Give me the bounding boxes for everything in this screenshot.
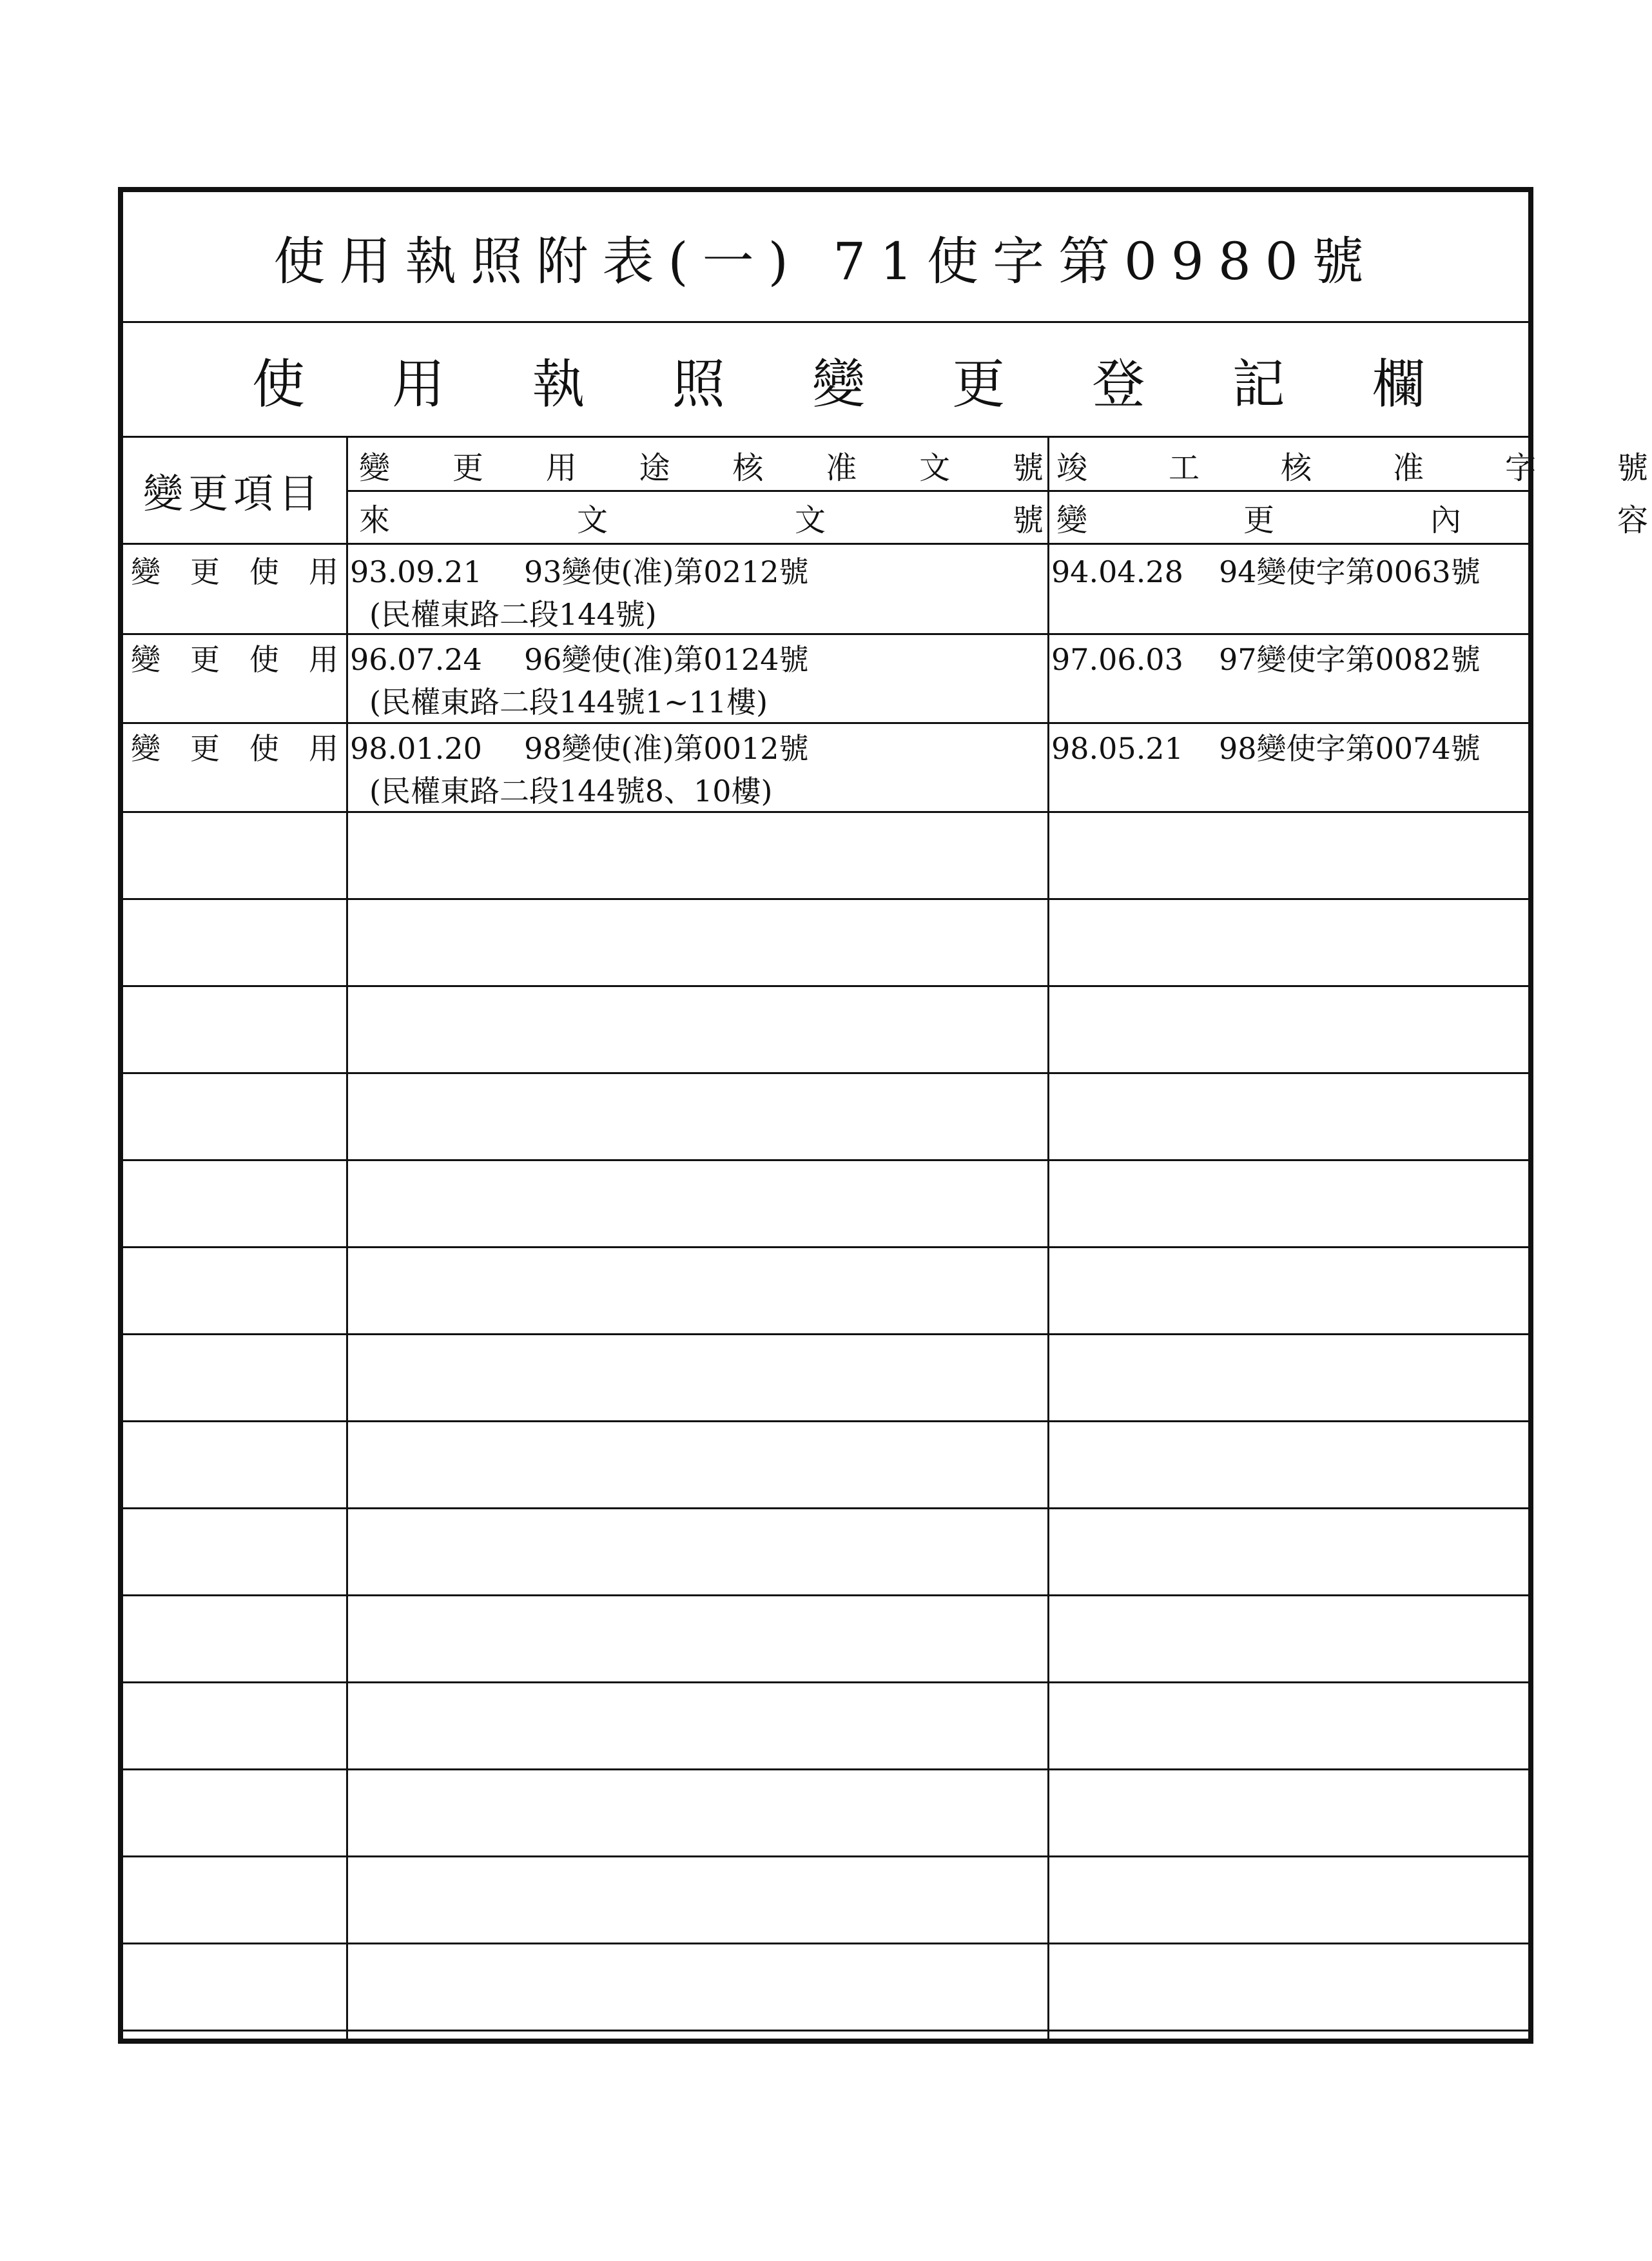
table-row-completion [1051,727,1651,770]
header-char: 核 [1280,449,1312,486]
table-row-completion [1051,551,1651,593]
header-char: 變 [359,449,391,486]
item-char: 用 [309,642,338,677]
item-char: 變 [131,731,160,766]
header-change-item: 變更項目 [142,469,324,517]
section-title-char: 更 [952,353,1006,415]
table-row-item [123,638,346,681]
header-char: 字 [1504,449,1536,486]
header-char: 途 [639,449,670,486]
divider [346,490,1528,492]
header-completion-no [1050,440,1652,490]
table-row-approval [350,727,1046,812]
approval-date: 96.07.24 [350,642,482,677]
approval-date: 98.01.20 [350,731,482,766]
table-row-item [123,727,346,770]
form-title: 使用執照附表(一) 71使字第0980號 [273,231,1378,291]
row-divider [123,633,1528,635]
header-char: 更 [1243,502,1274,538]
header-char: 號 [1012,502,1044,538]
item-char: 更 [190,554,220,589]
completion-no: 94變使字第0063號 [1219,554,1481,589]
registration-form [118,187,1648,2044]
item-char: 使 [249,731,279,766]
section-title-char: 照 [672,353,725,415]
completion-date: 98.05.21 [1051,731,1183,766]
header-char: 變 [1056,502,1088,538]
table-row-approval [350,551,1046,636]
row-divider [123,985,1528,987]
header-char: 用 [545,449,577,486]
column-divider [346,436,348,2039]
row-divider [123,1420,1528,1422]
address: (民權東路二段144號8、10樓) [369,774,773,808]
header-char: 竣 [1056,449,1088,486]
header-approval-no [350,440,1047,490]
header-char: 號 [1012,449,1044,486]
item-char: 使 [249,642,279,677]
row-divider [123,1768,1528,1770]
header-char: 來 [359,502,391,538]
header-change-content [1050,492,1652,542]
column-divider [1047,436,1049,2039]
approval-no: 93變使(准)第0212號 [524,554,809,589]
item-char: 更 [190,731,220,766]
approval-no: 98變使(准)第0012號 [524,731,809,766]
header-char: 工 [1168,449,1200,486]
row-divider [123,1943,1528,1944]
item-char: 變 [131,554,160,589]
header-char: 文 [576,502,608,538]
table-row-completion [1051,638,1651,681]
section-title [252,325,1425,435]
row-divider [123,722,1528,724]
header-char: 核 [732,449,764,486]
header-char: 容 [1617,502,1648,538]
item-char: 用 [309,731,338,766]
table-row-item [123,551,346,593]
section-title-char: 執 [532,353,585,415]
header-char: 號 [1617,449,1648,486]
row-divider [123,898,1528,900]
address: (民權東路二段144號) [369,597,657,632]
section-title-char: 登 [1092,353,1145,415]
header-char: 准 [1392,449,1424,486]
approval-date: 93.09.21 [350,554,482,589]
row-divider [123,1594,1528,1596]
divider [123,543,1528,545]
header-char: 文 [919,449,951,486]
row-divider [123,811,1528,813]
row-divider [123,2030,1528,2031]
section-title-char: 記 [1232,353,1285,415]
header-char: 文 [794,502,826,538]
row-divider [123,1072,1528,1074]
completion-no: 98變使字第0074號 [1219,731,1481,766]
row-divider [123,1159,1528,1161]
approval-no: 96變使(准)第0124號 [524,642,809,677]
section-title-char: 欄 [1372,353,1425,415]
divider [123,321,1528,323]
table-row-approval [350,638,1046,723]
completion-no: 97變使字第0082號 [1219,642,1481,677]
row-divider [123,1855,1528,1857]
section-title-char: 用 [392,353,445,415]
completion-date: 97.06.03 [1051,642,1183,677]
item-char: 更 [190,642,220,677]
item-char: 使 [249,554,279,589]
section-title-char: 變 [811,353,865,415]
row-divider [123,1333,1528,1335]
completion-date: 94.04.28 [1051,554,1183,589]
section-title-char: 使 [252,353,306,415]
header-char: 內 [1430,502,1461,538]
header-char: 更 [452,449,483,486]
header-incoming-no [350,492,1047,542]
header-char: 准 [826,449,857,486]
item-char: 用 [309,554,338,589]
row-divider [123,1681,1528,1683]
address: (民權東路二段144號1~11樓) [369,685,768,719]
row-divider [123,1507,1528,1509]
row-divider [123,1246,1528,1248]
item-char: 變 [131,642,160,677]
